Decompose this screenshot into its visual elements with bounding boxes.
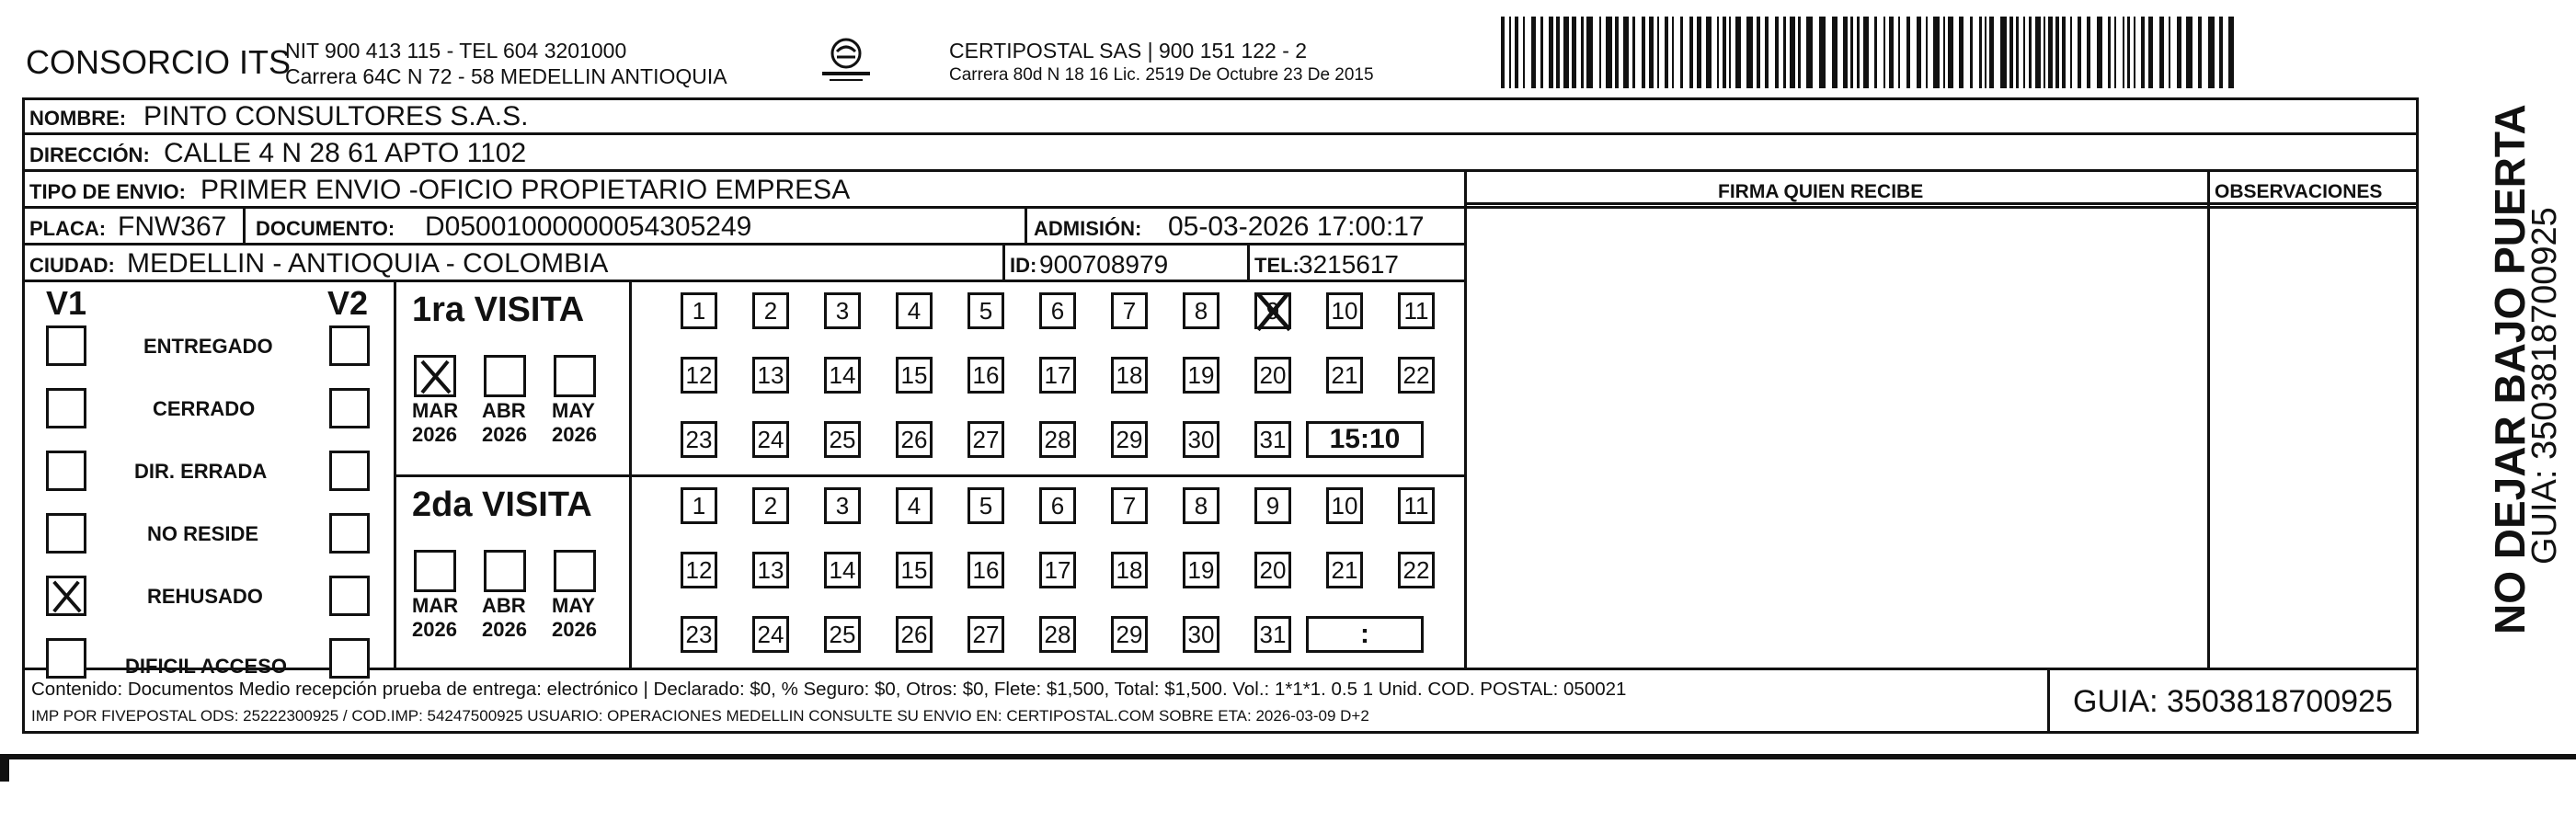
nombre-value: PINTO CONSULTORES S.A.S. — [143, 101, 529, 131]
month-label: ABR — [482, 399, 526, 422]
day-box[interactable]: 5 — [967, 487, 1004, 524]
status-v2-checkbox[interactable] — [329, 513, 370, 554]
status-v2-checkbox[interactable] — [329, 325, 370, 366]
day-box[interactable]: 26 — [896, 421, 933, 458]
day-box[interactable]: 31 — [1254, 421, 1291, 458]
day-box[interactable]: 20 — [1254, 357, 1291, 394]
month-label: MAR — [412, 399, 459, 422]
month-checkbox[interactable] — [414, 550, 456, 592]
day-box[interactable]: 6 — [1039, 292, 1076, 329]
year-label: 2026 — [552, 423, 597, 446]
day-box[interactable]: 19 — [1183, 357, 1219, 394]
day-box[interactable]: 21 — [1326, 357, 1363, 394]
year-label: 2026 — [412, 618, 457, 641]
day-box[interactable]: 3 — [824, 487, 861, 524]
month-label: MAY — [552, 399, 595, 422]
day-box[interactable]: 20 — [1254, 552, 1291, 588]
day-box[interactable]: 23 — [681, 421, 717, 458]
ciudad-label: CIUDAD: — [29, 254, 115, 277]
nombre-label: NOMBRE: — [29, 107, 127, 130]
status-v2-checkbox[interactable] — [329, 388, 370, 428]
day-box[interactable]: 2 — [752, 292, 789, 329]
day-box[interactable]: 22 — [1398, 357, 1435, 394]
status-label: REHUSADO — [147, 585, 263, 608]
tel-value: 3215617 — [1299, 250, 1400, 279]
footer-imp: IMP POR FIVEPOSTAL ODS: 25222300925 / COD.IMP: 54247500925 USUARIO: OPERACIONES MEDELLIN CONSULTE SU ENVIO EN: CERTIPOSTAL.COM SOBRE ETA: 2026-03-09 D+2 — [31, 707, 1369, 725]
day-box[interactable]: 24 — [752, 421, 789, 458]
footer-contenido: Contenido: Documentos Medio recepción prueba de entrega: electrónico | Declarado: $0, % Seguro: $0, Otros: $0, Flete: $1,500, Total: $1,500. Vol.: 1*1*1. 0.5 1 Unid. COD. POSTAL: 050021 — [31, 679, 1627, 700]
day-box[interactable]: 12 — [681, 552, 717, 588]
tel-label: TEL: — [1254, 254, 1299, 277]
day-box[interactable]: 5 — [967, 292, 1004, 329]
day-box[interactable]: 4 — [896, 292, 933, 329]
status-v1-checkbox[interactable] — [46, 576, 86, 616]
day-box[interactable]: 25 — [824, 421, 861, 458]
status-v1-checkbox[interactable] — [46, 388, 86, 428]
bottom-border — [0, 754, 2576, 782]
time-box[interactable]: 15:10 — [1306, 421, 1424, 458]
month-checkbox[interactable] — [554, 550, 596, 592]
status-v1-checkbox[interactable] — [46, 513, 86, 554]
day-box[interactable]: 4 — [896, 487, 933, 524]
direccion-label: DIRECCIÓN: — [29, 143, 150, 166]
visit1-title: 1ra VISITA — [412, 291, 585, 329]
day-box[interactable]: 13 — [752, 552, 789, 588]
day-box[interactable]: 22 — [1398, 552, 1435, 588]
day-box[interactable]: 12 — [681, 357, 717, 394]
day-box[interactable]: 6 — [1039, 487, 1076, 524]
month-checkbox[interactable] — [484, 355, 526, 397]
year-label: 2026 — [412, 423, 457, 446]
id-value: 900708979 — [1039, 250, 1169, 279]
day-box[interactable]: 31 — [1254, 616, 1291, 653]
v2-header: V2 — [327, 284, 369, 322]
day-box[interactable]: 9 — [1254, 487, 1291, 524]
month-label: MAR — [412, 594, 459, 617]
day-box[interactable]: 14 — [824, 357, 861, 394]
month-checkbox[interactable] — [484, 550, 526, 592]
placa-label: PLACA: — [29, 217, 107, 240]
day-box[interactable]: 1 — [681, 487, 717, 524]
status-v2-checkbox[interactable] — [329, 451, 370, 491]
day-box[interactable]: 10 — [1326, 292, 1363, 329]
firma-header: FIRMA QUIEN RECIBE — [1718, 181, 1924, 202]
day-box[interactable]: 27 — [967, 421, 1004, 458]
day-check-mark — [1252, 290, 1294, 332]
status-v1-checkbox[interactable] — [46, 451, 86, 491]
status-label: DIR. ERRADA — [134, 460, 268, 483]
day-box[interactable]: 21 — [1326, 552, 1363, 588]
month-checkbox[interactable] — [554, 355, 596, 397]
carrier-address: Carrera 80d N 18 16 Lic. 2519 De Octubre 23 De 2015 — [949, 65, 1374, 85]
day-box[interactable]: 19 — [1183, 552, 1219, 588]
day-box[interactable]: 25 — [824, 616, 861, 653]
certipostal-logo — [809, 35, 883, 90]
tipo-value: PRIMER ENVIO -OFICIO PROPIETARIO EMPRESA — [200, 175, 851, 205]
month-label: MAY — [552, 594, 595, 617]
status-v1-checkbox[interactable] — [46, 325, 86, 366]
year-label: 2026 — [482, 618, 527, 641]
side-warning: NO DEJAR BAJO PUERTA — [2486, 104, 2534, 634]
day-box[interactable]: 23 — [681, 616, 717, 653]
observaciones-header: OBSERVACIONES — [2215, 181, 2383, 202]
day-box[interactable]: 29 — [1111, 421, 1148, 458]
side-guia: GUIA: 3503818700925 — [2525, 207, 2564, 565]
ciudad-value: MEDELLIN - ANTIOQUIA - COLOMBIA — [127, 248, 609, 279]
month-label: ABR — [482, 594, 526, 617]
day-box[interactable]: 18 — [1111, 357, 1148, 394]
day-box[interactable]: 26 — [896, 616, 933, 653]
admision-value: 05-03-2026 17:00:17 — [1168, 211, 1425, 242]
day-box[interactable]: 2 — [752, 487, 789, 524]
company-name: CONSORCIO ITS — [26, 43, 292, 81]
status-v1-checkbox[interactable] — [46, 638, 86, 679]
day-box[interactable]: 3 — [824, 292, 861, 329]
company-nit: NIT 900 413 115 - TEL 604 3201000 — [285, 39, 627, 63]
year-label: 2026 — [552, 618, 597, 641]
day-box[interactable]: 9 — [1254, 292, 1291, 329]
status-v2-checkbox[interactable] — [329, 576, 370, 616]
status-label: NO RESIDE — [147, 522, 259, 545]
barcode — [1501, 17, 2237, 88]
day-box[interactable]: 11 — [1398, 292, 1435, 329]
day-box[interactable]: 28 — [1039, 616, 1076, 653]
carrier-name: CERTIPOSTAL SAS | 900 151 122 - 2 — [949, 39, 1308, 63]
status-label: ENTREGADO — [143, 335, 273, 358]
day-box[interactable]: 27 — [967, 616, 1004, 653]
direccion-value: CALLE 4 N 28 61 APTO 1102 — [164, 138, 527, 168]
day-box[interactable]: 28 — [1039, 421, 1076, 458]
day-box[interactable]: 16 — [967, 357, 1004, 394]
day-box[interactable]: 7 — [1111, 292, 1148, 329]
day-box[interactable]: 17 — [1039, 357, 1076, 394]
day-box[interactable]: 14 — [824, 552, 861, 588]
day-box[interactable]: 10 — [1326, 487, 1363, 524]
day-box[interactable]: 7 — [1111, 487, 1148, 524]
day-box[interactable]: 15 — [896, 552, 933, 588]
day-box[interactable]: 16 — [967, 552, 1004, 588]
day-box[interactable]: 17 — [1039, 552, 1076, 588]
day-box[interactable]: 18 — [1111, 552, 1148, 588]
documento-label: DOCUMENTO: — [256, 217, 395, 240]
status-v2-checkbox[interactable] — [329, 638, 370, 679]
day-box[interactable]: 13 — [752, 357, 789, 394]
month-checkbox[interactable] — [414, 355, 456, 397]
year-label: 2026 — [482, 423, 527, 446]
footer-guia: GUIA: 3503818700925 — [2073, 684, 2393, 719]
day-box[interactable]: 24 — [752, 616, 789, 653]
day-box[interactable]: 30 — [1183, 616, 1219, 653]
company-address: Carrera 64C N 72 - 58 MEDELLIN ANTIOQUIA — [285, 64, 727, 88]
tipo-label: TIPO DE ENVIO: — [29, 180, 186, 203]
visit2-title: 2da VISITA — [412, 485, 592, 524]
day-box[interactable]: 8 — [1183, 487, 1219, 524]
status-label: DIFICIL ACCESO — [125, 655, 288, 678]
day-box[interactable]: 8 — [1183, 292, 1219, 329]
day-box[interactable]: 29 — [1111, 616, 1148, 653]
day-box[interactable]: 1 — [681, 292, 717, 329]
id-label: ID: — [1010, 254, 1037, 277]
admision-label: ADMISIÓN: — [1034, 217, 1142, 240]
placa-value: FNW367 — [118, 211, 227, 242]
time-box[interactable]: : — [1306, 616, 1424, 653]
status-label: CERRADO — [153, 397, 256, 420]
day-box[interactable]: 30 — [1183, 421, 1219, 458]
day-box[interactable]: 15 — [896, 357, 933, 394]
documento-value: D05001000000054305249 — [425, 211, 752, 242]
day-box[interactable]: 11 — [1398, 487, 1435, 524]
v1-header: V1 — [46, 284, 87, 322]
